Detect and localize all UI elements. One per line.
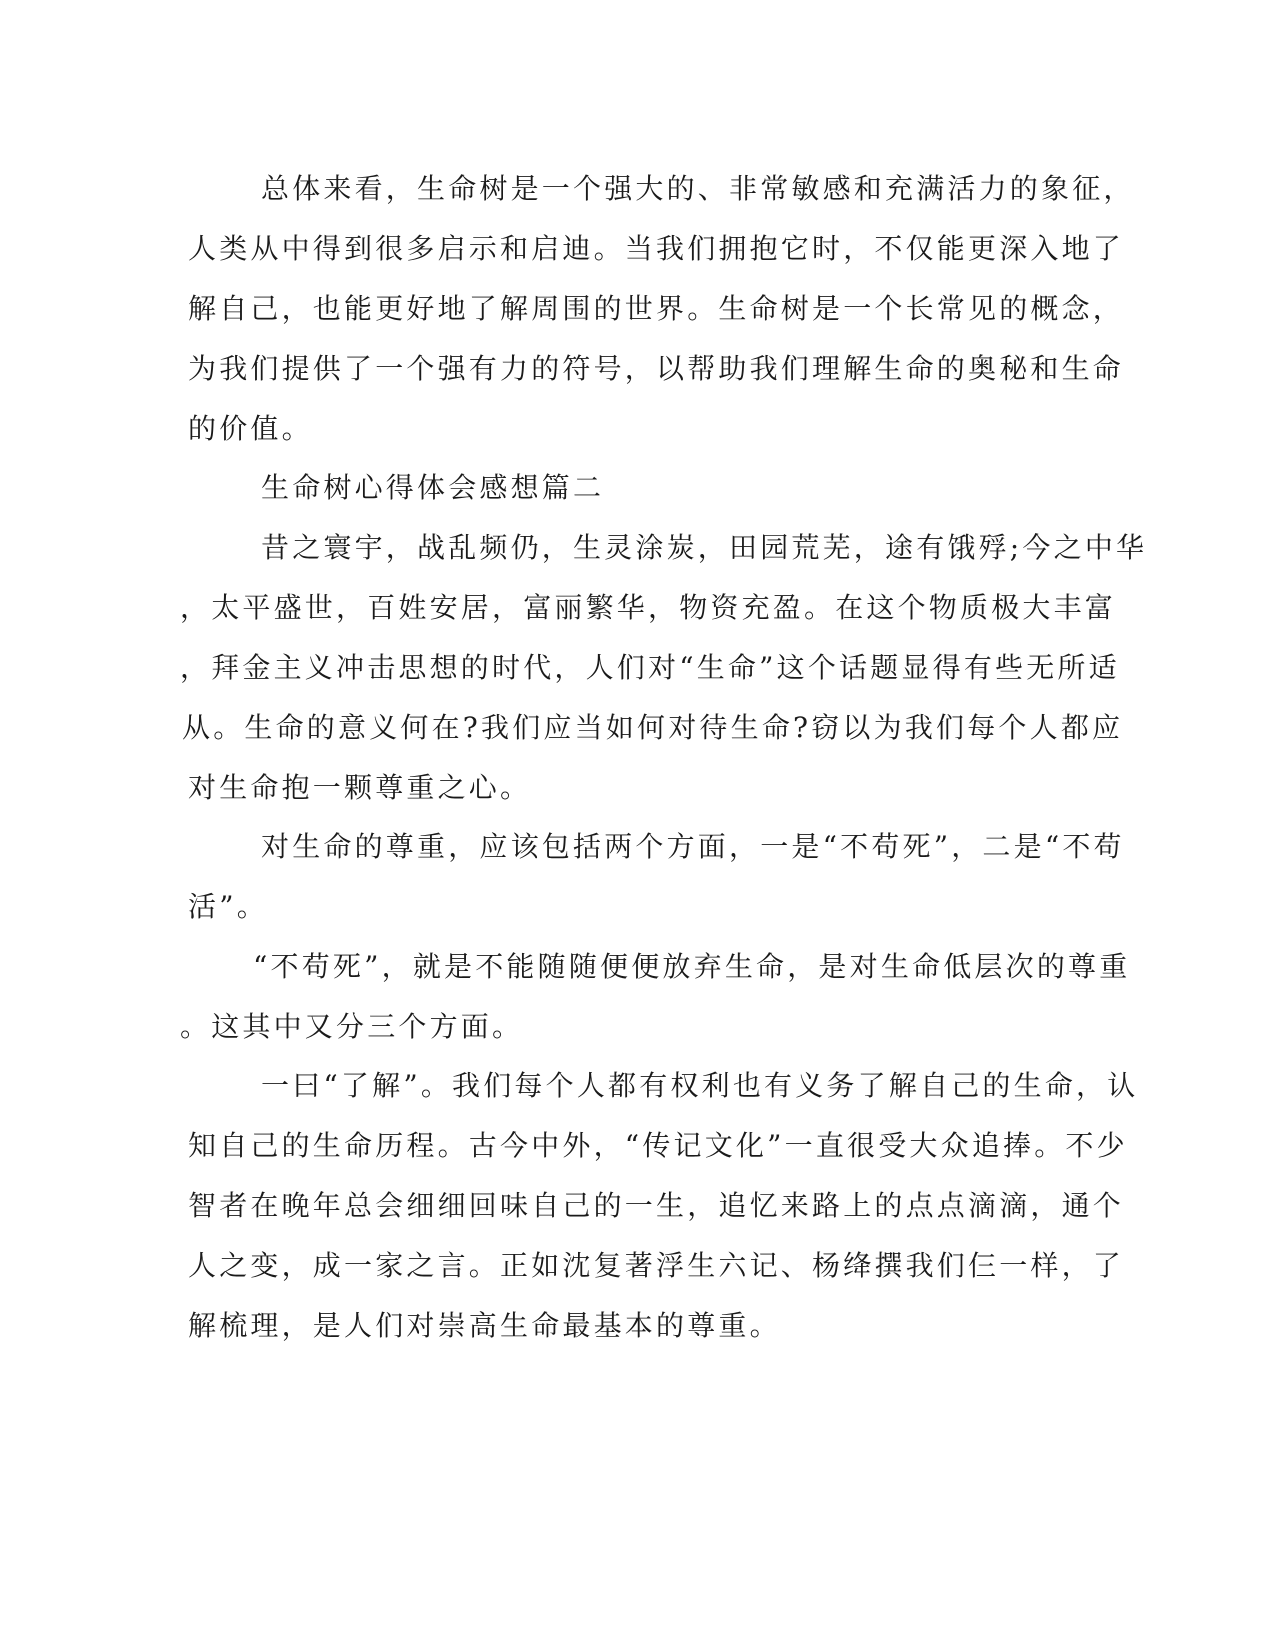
- text-line: 为我们提供了一个强有力的符号，以帮助我们理解生命的奥秘和生命: [188, 352, 1125, 385]
- text-line: 解自己，也能更好地了解周围的世界。生命树是一个长常见的概念，: [188, 292, 1125, 325]
- text-line: 活”。: [188, 890, 268, 923]
- text-line: 对生命抱一颗尊重之心。: [188, 771, 532, 804]
- text-line: “不苟死”，就是不能随随便便放弃生命，是对生命低层次的尊重: [253, 950, 1131, 983]
- text-line: 智者在晚年总会细细回味自己的一生，追忆来路上的点点滴滴，通个: [188, 1189, 1125, 1222]
- text-line: ，拜金主义冲击思想的时代，人们对“生命”这个话题显得有些无所适: [180, 651, 1120, 684]
- text-line: 总体来看，生命树是一个强大的、非常敏感和充满活力的象征，: [261, 172, 1135, 205]
- text-line: 人之变，成一家之言。正如沈复著浮生六记、杨绛撰我们仨一样，了: [188, 1249, 1125, 1282]
- section-heading: 生命树心得体会感想篇二: [261, 471, 605, 504]
- text-line: 的价值。: [188, 412, 313, 445]
- text-line: 对生命的尊重，应该包括两个方面，一是“不苟死”，二是“不苟: [261, 830, 1125, 863]
- text-line: 知自己的生命历程。古今中外，“传记文化”一直很受大众追捧。不少: [188, 1129, 1128, 1162]
- text-line: 人类从中得到很多启示和启迪。当我们拥抱它时，不仅能更深入地了: [188, 232, 1125, 265]
- text-line: 昔之寰宇，战乱频仍，生灵涂炭，田园荒芜，途有饿殍;今之中华: [261, 531, 1148, 564]
- text-line: ，太平盛世，百姓安居，富丽繁华，物资充盈。在这个物质极大丰富: [180, 591, 1117, 624]
- text-line: 解梳理，是人们对崇高生命最基本的尊重。: [188, 1309, 781, 1342]
- text-line: 一曰“了解”。我们每个人都有权利也有义务了解自己的生命，认: [261, 1069, 1139, 1102]
- text-line: 。这其中又分三个方面。: [180, 1010, 524, 1043]
- text-line: 从。生命的意义何在?我们应当如何对待生命?窃以为我们每个人都应: [182, 711, 1124, 744]
